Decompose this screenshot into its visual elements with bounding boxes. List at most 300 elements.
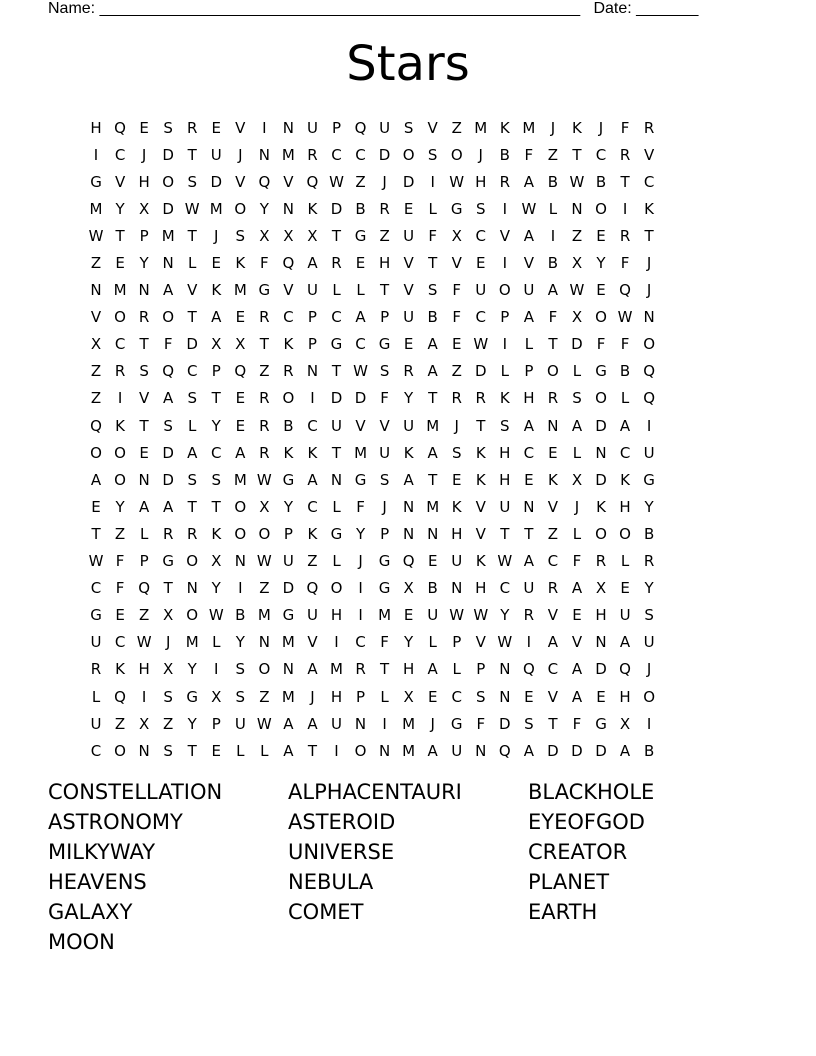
grid-letter: P [380, 308, 390, 327]
grid-letter: M [209, 199, 223, 218]
grid-letter: T [187, 226, 197, 245]
grid-letter: G [282, 606, 295, 625]
grid-letter: H [499, 443, 511, 462]
grid-letter: C [547, 660, 559, 679]
grid-letter: Y [211, 416, 221, 435]
page-title: Stars [346, 36, 470, 92]
grid-letter: A [163, 281, 174, 300]
grid-letter: N [403, 524, 415, 543]
grid-letter: N [378, 741, 391, 760]
grid-letter: M [330, 660, 343, 679]
grid-letter: I [141, 687, 147, 706]
grid-letter: O [114, 470, 126, 489]
grid-letter: I [646, 714, 652, 733]
grid-letter: Q [498, 741, 511, 760]
grid-letter: J [382, 172, 387, 191]
grid-letter: Y [187, 714, 197, 733]
grid-letter: B [235, 606, 246, 625]
grid-letter: O [186, 552, 199, 571]
grid-letter: O [354, 741, 367, 760]
grid-letter: G [330, 335, 343, 354]
word-list-item: PLANET [528, 870, 610, 894]
grid-letter: L [236, 741, 245, 760]
grid-letter: G [378, 579, 391, 598]
grid-letter: N [306, 362, 319, 381]
grid-letter: N [282, 660, 295, 679]
grid-letter: N [162, 254, 174, 273]
grid-letter: K [115, 660, 125, 679]
grid-letter: C [307, 497, 318, 516]
grid-letter: F [572, 714, 582, 733]
grid-letter: G [643, 470, 655, 489]
grid-letter: G [282, 470, 295, 489]
grid-letter: I [334, 633, 339, 652]
grid-row [84, 249, 732, 276]
grid-letter: D [210, 172, 223, 191]
grid-letter: F [452, 308, 462, 327]
grid-letter: G [378, 335, 391, 354]
grid-letter: F [596, 335, 606, 354]
grid-letter: N [138, 741, 150, 760]
grid-letter: C [547, 552, 559, 571]
grid-letter: T [380, 281, 390, 300]
grid-letter: L [620, 389, 630, 408]
grid-letter: D [595, 741, 607, 760]
grid-letter: V [643, 145, 655, 164]
grid-letter: E [548, 443, 558, 462]
grid-letter: K [451, 497, 462, 516]
grid-letter: C [211, 443, 222, 462]
grid-letter: O [595, 199, 607, 218]
grid-letter: L [188, 416, 197, 435]
grid-letter: F [380, 389, 389, 408]
grid-letter: N [499, 660, 511, 679]
grid-letter: V [187, 281, 198, 300]
grid-letter: G [595, 714, 607, 733]
grid-letter: N [186, 579, 198, 598]
grid-letter: K [547, 470, 558, 489]
grid-letter: Z [451, 362, 462, 381]
grid-letter: I [93, 145, 99, 164]
grid-letter: H [451, 524, 463, 543]
grid-letter: Y [115, 497, 125, 516]
grid-letter: O [258, 524, 271, 543]
grid-letter: B [595, 172, 607, 191]
grid-letter: L [212, 633, 221, 652]
grid-letter: K [403, 443, 414, 462]
grid-letter: O [90, 443, 102, 462]
grid-letter: T [259, 335, 269, 354]
grid-letter: S [476, 687, 486, 706]
grid-letter: U [379, 443, 391, 462]
grid-letter: P [356, 687, 366, 706]
grid-letter: X [403, 687, 414, 706]
grid-letter: X [259, 226, 270, 245]
grid-letter: W [136, 633, 152, 652]
grid-letter: C [90, 741, 102, 760]
grid-letter: A [90, 470, 102, 489]
grid-letter: F [115, 552, 125, 571]
grid-letter: V [379, 416, 390, 435]
grid-letter: I [358, 579, 363, 598]
grid-letter: W [256, 552, 272, 571]
grid-letter: I [502, 199, 508, 218]
grid-letter: R [114, 362, 126, 381]
grid-letter: O [547, 362, 559, 381]
grid-letter: O [114, 308, 126, 327]
grid-letter: U [379, 118, 391, 137]
grid-letter: K [283, 335, 294, 354]
grid-letter: Y [404, 633, 414, 652]
grid-letter: I [526, 633, 532, 652]
grid-letter: M [281, 687, 295, 706]
grid-letter: N [595, 443, 607, 462]
grid-row [84, 141, 732, 168]
grid-letter: L [356, 281, 365, 300]
grid-letter: M [426, 416, 440, 435]
grid-letter: K [211, 524, 222, 543]
word-list-item: COMET [288, 900, 364, 924]
grid-letter: A [307, 660, 318, 679]
grid-letter: V [451, 254, 462, 273]
grid-letter: R [451, 389, 462, 408]
grid-letter: K [307, 199, 318, 218]
grid-letter: J [550, 118, 556, 137]
grid-letter: Z [571, 226, 583, 245]
grid-letter: E [139, 443, 149, 462]
grid-letter: S [379, 362, 390, 381]
grid-letter: B [547, 172, 559, 191]
grid-letter: R [619, 145, 631, 164]
grid-letter: U [90, 714, 102, 733]
grid-letter: H [499, 470, 511, 489]
grid-letter: N [138, 470, 150, 489]
grid-letter: H [330, 687, 343, 706]
grid-letter: L [452, 660, 461, 679]
grid-letter: P [307, 335, 317, 354]
grid-letter: N [451, 579, 463, 598]
grid-letter: I [262, 118, 267, 137]
grid-letter: F [260, 254, 269, 273]
grid-letter: J [382, 497, 387, 516]
grid-letter: G [330, 524, 343, 543]
word-list-item: CONSTELLATION [48, 780, 223, 804]
grid-letter: M [233, 470, 247, 489]
grid-letter: Z [259, 579, 270, 598]
grid-letter: R [162, 524, 174, 543]
grid-row [84, 439, 732, 466]
grid-letter: P [211, 362, 221, 381]
grid-letter: T [572, 145, 582, 164]
grid-letter: Q [162, 362, 175, 381]
grid-letter: K [283, 443, 294, 462]
name-date-line [48, 0, 748, 19]
grid-row [84, 168, 732, 195]
grid-letter: G [378, 552, 391, 571]
grid-letter: Q [619, 281, 631, 300]
grid-letter: E [596, 687, 606, 706]
grid-letter: H [619, 687, 631, 706]
grid-letter: W [449, 172, 465, 191]
grid-letter: C [475, 226, 487, 245]
grid-letter: N [499, 687, 511, 706]
word-list-item: BLACKHOLE [528, 780, 655, 804]
grid-letter: E [235, 416, 246, 435]
grid-letter: W [569, 281, 585, 300]
grid-letter: E [115, 254, 125, 273]
grid-letter: I [502, 254, 508, 273]
grid-letter: F [356, 497, 365, 516]
grid-letter: M [426, 497, 440, 516]
grid-row [84, 575, 732, 602]
grid-letter: R [475, 389, 486, 408]
grid-letter: Z [90, 389, 102, 408]
grid-letter: X [283, 226, 294, 245]
grid-letter: S [427, 145, 438, 164]
grid-letter: V [475, 633, 486, 652]
grid-letter: S [500, 416, 510, 435]
grid-letter: B [499, 145, 510, 164]
grid-letter: E [211, 118, 221, 137]
grid-letter: F [452, 281, 462, 300]
grid-letter: R [379, 199, 390, 218]
grid-letter: Z [547, 524, 559, 543]
grid-letter: L [260, 741, 269, 760]
date-blank: _______ [636, 0, 699, 17]
grid-letter: H [138, 172, 150, 191]
grid-letter: I [622, 199, 628, 218]
grid-letter: U [282, 552, 294, 571]
grid-letter: X [163, 660, 174, 679]
grid-letter: A [403, 470, 414, 489]
grid-letter: R [259, 389, 270, 408]
grid-letter: Q [282, 254, 295, 273]
grid-letter: O [595, 524, 607, 543]
grid-letter: A [523, 226, 534, 245]
grid-letter: D [499, 714, 511, 733]
grid-letter: E [235, 389, 246, 408]
grid-letter: R [523, 606, 535, 625]
grid-letter: T [211, 389, 221, 408]
grid-letter: F [620, 118, 630, 137]
grid-letter: Z [138, 606, 150, 625]
grid-letter: S [235, 660, 246, 679]
grid-letter: W [88, 552, 104, 571]
grid-letter: T [115, 226, 125, 245]
grid-letter: R [595, 552, 607, 571]
grid-row [84, 358, 732, 385]
grid-letter: T [428, 470, 438, 489]
grid-letter: Y [596, 254, 606, 273]
grid-letter: R [283, 362, 294, 381]
grid-letter: A [427, 443, 438, 462]
grid-letter: F [115, 579, 125, 598]
grid-letter: W [353, 362, 368, 381]
grid-letter: N [282, 118, 295, 137]
grid-letter: J [646, 660, 652, 679]
grid-letter: J [238, 145, 243, 164]
grid-letter: V [403, 281, 414, 300]
grid-letter: D [595, 416, 607, 435]
grid-letter: M [378, 606, 392, 625]
grid-letter: O [498, 281, 511, 300]
grid-letter: S [187, 172, 197, 191]
grid-letter: V [523, 254, 534, 273]
grid-letter: J [454, 416, 459, 435]
grid-letter: A [619, 741, 631, 760]
grid-letter: C [186, 362, 198, 381]
grid-letter: J [646, 281, 652, 300]
grid-letter: E [403, 335, 414, 354]
grid-letter: A [619, 416, 631, 435]
grid-letter: W [184, 199, 200, 218]
grid-letter: N [643, 308, 655, 327]
grid-letter: U [90, 633, 102, 652]
grid-letter: Q [643, 362, 655, 381]
grid-letter: R [355, 660, 366, 679]
grid-letter: P [307, 308, 317, 327]
grid-letter: N [354, 714, 367, 733]
grid-letter: B [355, 199, 366, 218]
grid-letter: Z [355, 172, 366, 191]
grid-letter: O [234, 524, 247, 543]
name-label: Name: [48, 0, 96, 17]
grid-letter: K [475, 552, 486, 571]
grid-letter: K [596, 497, 606, 516]
grid-letter: U [643, 633, 655, 652]
grid-letter: C [595, 145, 607, 164]
grid-letter: T [331, 362, 342, 381]
grid-letter: I [502, 335, 508, 354]
grid-letter: G [186, 687, 199, 706]
grid-letter: E [524, 687, 534, 706]
grid-letter: U [523, 579, 535, 598]
grid-letter: R [186, 118, 198, 137]
grid-letter: D [547, 741, 559, 760]
grid-letter: W [329, 172, 344, 191]
grid-letter: A [187, 443, 198, 462]
grid-letter: J [430, 714, 435, 733]
grid-letter: A [427, 335, 438, 354]
grid-letter: S [379, 470, 390, 489]
grid-letter: Q [643, 389, 655, 408]
grid-letter: C [355, 335, 366, 354]
grid-letter: B [619, 362, 631, 381]
grid-letter: L [572, 443, 582, 462]
grid-letter: L [500, 362, 509, 381]
grid-letter: E [427, 687, 438, 706]
grid-letter: N [403, 497, 415, 516]
grid-letter: X [235, 335, 246, 354]
grid-letter: X [571, 470, 583, 489]
grid-letter: C [331, 145, 342, 164]
grid-letter: N [571, 199, 583, 218]
grid-letter: B [643, 741, 655, 760]
grid-letter: Q [306, 172, 319, 191]
grid-letter: V [138, 389, 150, 408]
grid-letter: M [522, 118, 536, 137]
grid-letter: Z [114, 524, 126, 543]
grid-letter: D [186, 335, 198, 354]
grid-letter: T [548, 335, 558, 354]
grid-letter: N [258, 633, 270, 652]
grid-letter: L [139, 524, 149, 543]
grid-letter: X [211, 552, 222, 571]
grid-letter: E [115, 606, 125, 625]
grid-letter: C [355, 145, 366, 164]
grid-letter: T [307, 741, 318, 760]
grid-letter: L [91, 687, 101, 706]
grid-letter: Y [259, 199, 269, 218]
grid-letter: Z [259, 687, 270, 706]
grid-letter: J [141, 145, 147, 164]
grid-letter: E [91, 497, 101, 516]
grid-letter: D [330, 389, 343, 408]
grid-letter: U [475, 281, 487, 300]
grid-letter: M [161, 226, 175, 245]
grid-letter: S [235, 226, 246, 245]
grid-letter: U [306, 606, 318, 625]
grid-letter: X [571, 254, 583, 273]
grid-letter: I [238, 579, 243, 598]
word-list [48, 780, 768, 955]
grid-letter: R [331, 254, 342, 273]
grid-letter: A [307, 254, 318, 273]
grid-letter: A [427, 741, 438, 760]
grid-letter: F [476, 714, 486, 733]
grid-row [84, 683, 732, 710]
grid-letter: O [595, 308, 607, 327]
grid-letter: S [572, 389, 582, 408]
grid-letter: N [90, 281, 102, 300]
grid-letter: N [523, 497, 535, 516]
grid-letter: R [643, 118, 655, 137]
grid-letter: Q [522, 660, 535, 679]
grid-letter: Z [547, 145, 559, 164]
grid-letter: E [572, 606, 582, 625]
grid-letter: K [307, 524, 318, 543]
grid-letter: D [571, 741, 583, 760]
grid-letter: Y [115, 199, 125, 218]
grid-letter: W [256, 470, 272, 489]
grid-letter: E [524, 470, 534, 489]
grid-letter: G [450, 714, 463, 733]
grid-letter: T [163, 579, 173, 598]
grid-letter: V [307, 633, 318, 652]
grid-letter: V [475, 524, 486, 543]
grid-letter: F [524, 145, 534, 164]
grid-letter: J [478, 145, 483, 164]
grid-letter: O [619, 524, 631, 543]
word-list-item: GALAXY [48, 900, 133, 924]
grid-letter: Q [402, 552, 415, 571]
grid-letter: I [214, 660, 219, 679]
grid-letter: Z [451, 118, 462, 137]
grid-letter: U [210, 145, 222, 164]
grid-letter: K [475, 470, 486, 489]
grid-letter: Q [138, 579, 151, 598]
grid-letter: O [643, 335, 655, 354]
grid-letter: Z [379, 226, 390, 245]
grid-letter: H [619, 497, 631, 516]
grid-letter: O [330, 579, 343, 598]
grid-letter: A [427, 362, 438, 381]
grid-letter: T [187, 497, 197, 516]
grid-letter: T [187, 145, 197, 164]
grid-letter: P [283, 524, 293, 543]
grid-letter: S [187, 470, 197, 489]
grid-letter: N [234, 552, 246, 571]
